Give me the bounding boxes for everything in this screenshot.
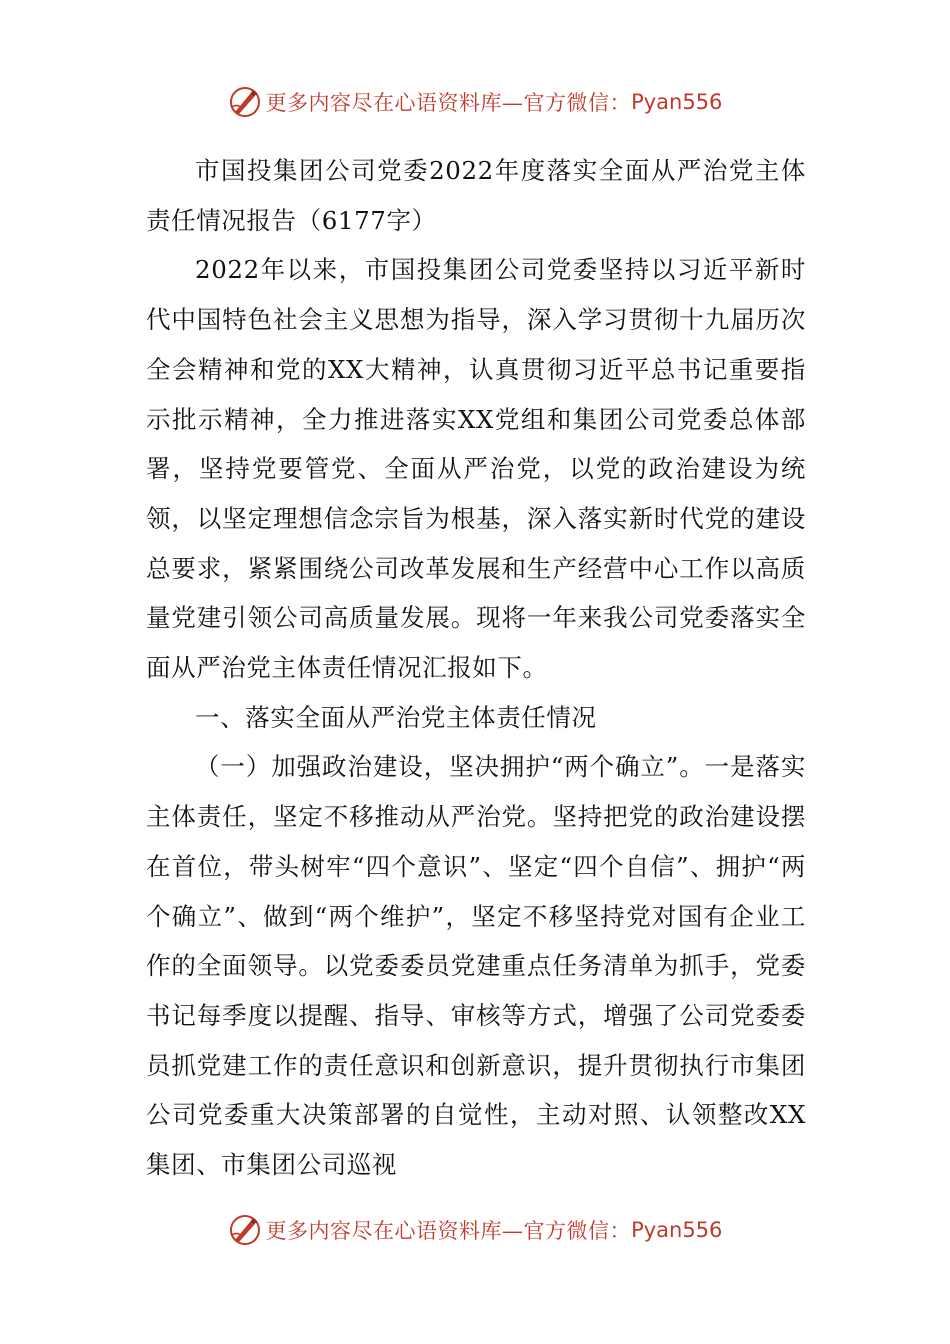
document-body [146,146,806,1190]
banner-text: 更多内容尽在心语资料库—官方微信： [265,1219,632,1243]
banner-wechat-id: Pyan556 [631,90,723,114]
footer-banner [0,1208,950,1252]
section-heading: 一、落实全面从严治党主体责任情况 [195,702,597,732]
paragraph-intro: 2022年以来，市国投集团公司党委坚持以习近平新时代中国特色社会主义思想为指导，深入学习贯彻十九届历次全会精神和党的XX大精神，认真贯彻习近平总书记重要指示批示精神，全力推进落实XX党组和集团公司党委总体部署，坚持党要管党、全面从严治党，以党的政治建设为统领，以坚定理想信念宗旨为根基，深入落实新时代党的建设总要求，紧紧围绕公司改革发展和生产经营中心工作以高质量党建引领公司高质量发展。现将一年来我公司党委落实全面从严治党主体责任情况汇报如下。 [146,255,806,683]
paragraph-section-1: （一）加强政治建设，坚决拥护“两个确立”。一是落实主体责任，坚定不移推动从严治党。坚持把党的政治建设摆在首位，带头树牢“四个意识”、坚定“四个自信”、拥护“两个确立”、做到“两个维护”，坚定不移坚持党对国有企业工作的全面领导。以党委委员党建重点任务清单为抓手，党委书记每季度以提醒、指导、审核等方式，增强了公司党委委员抓党建工作的责任意识和创新意识，提升贯彻执行市集团公司党委重大决策部署的自觉性，主动对照、认领整改XX集团、市集团公司巡视 [146,752,806,1180]
pen-logo-icon [228,85,262,119]
document-title: 市国投集团公司党委2022年度落实全面从严治党主体责任情况报告（6177字） [146,156,806,235]
pen-logo-icon [228,1213,262,1247]
banner-text: 更多内容尽在心语资料库—官方微信： [265,91,632,115]
header-banner [0,80,950,124]
banner-wechat-id: Pyan556 [631,1218,723,1242]
